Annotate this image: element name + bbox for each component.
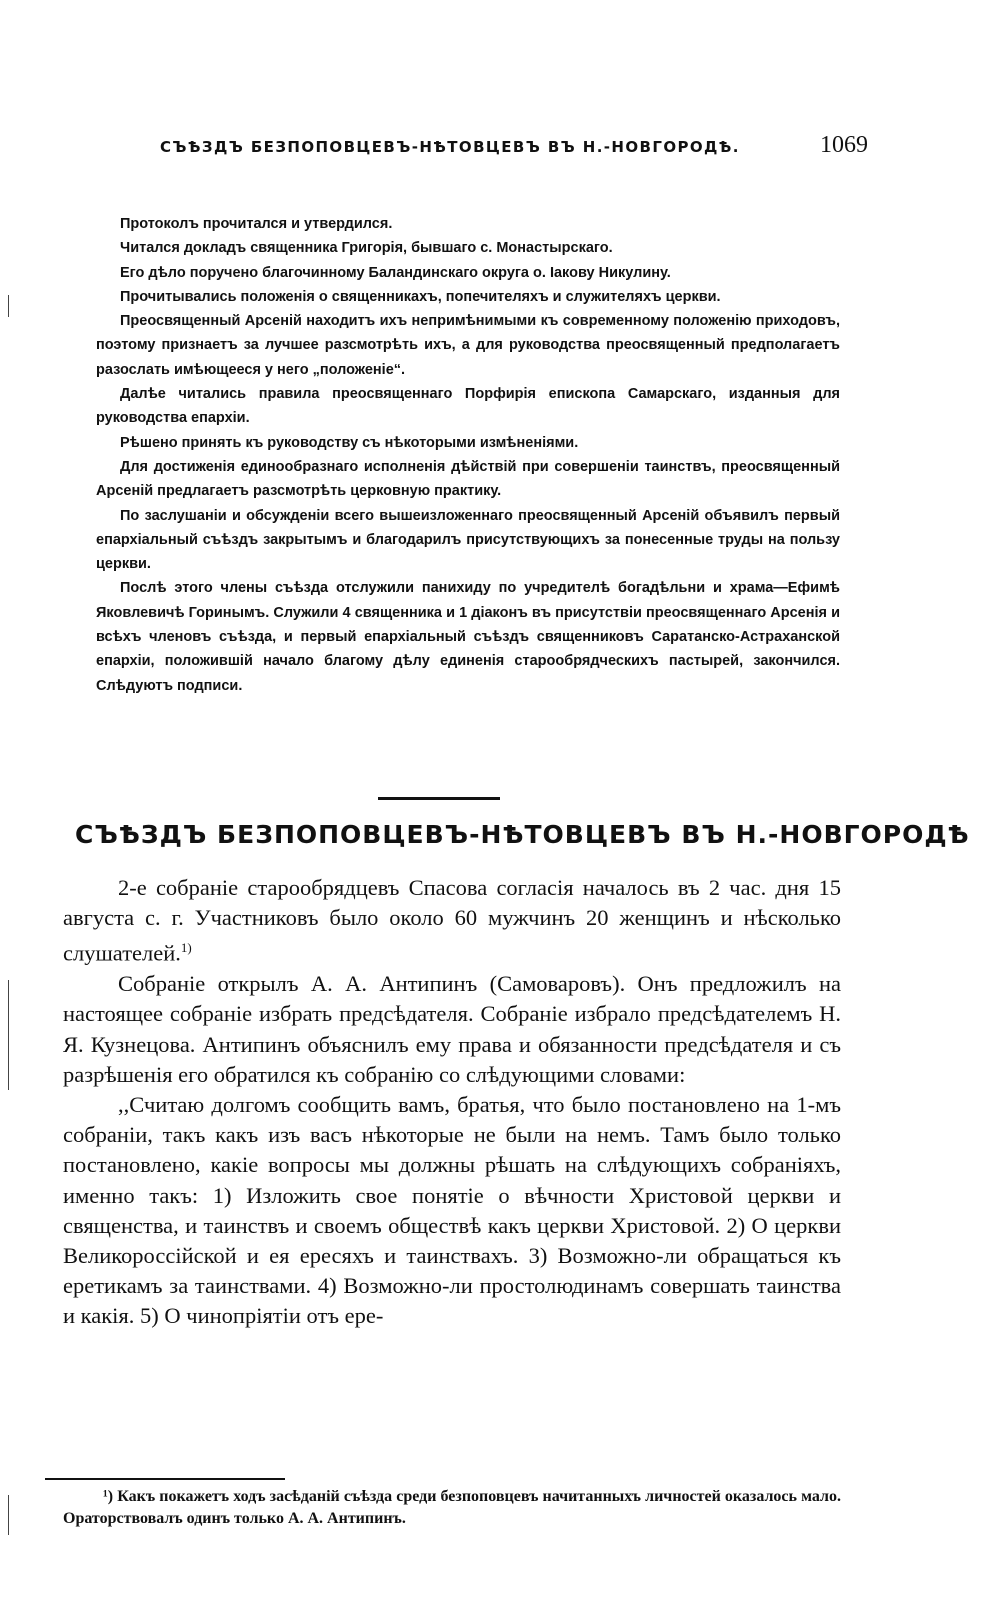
article-paragraph: Собраніе открылъ А. А. Антипинъ (Самоваровъ). Онъ предложилъ на настоящее собраніе избрать предсѣдателя. Собраніе избрало предсѣдателемъ Н. Я. Кузнецова. Антипинъ объяснилъ ему права и обязанности предсѣдателя и съ разрѣшенія его обратился къ собранію со слѣдующими словами: xyxy=(63,971,841,1087)
footnote-marker: ¹) xyxy=(103,1488,114,1505)
protocol-paragraph: Послѣ этого члены съѣзда отслужили панихиду по учредителѣ богадѣльни и храма—Ефимѣ Яковлевичѣ Горинымъ. Служили 4 священника и 1 діаконъ въ присутствіи преосвященнаго Арсенія и всѣхъ членовъ съѣзда, и первый епархіальный съѣздъ священниковъ Саратанско-Астраханской епархіи, положившій начало благому дѣлу единенія старообрядческихъ пастырей, закончился. Слѣдуютъ подписи. xyxy=(96,580,840,694)
protocol-paragraph: Для достиженія единообразнаго исполненія дѣйствій при совершеніи таинствъ, преосвященный Арсеній предлагаетъ разсмотрѣть церковную практику. xyxy=(96,458,840,500)
protocol-text-block xyxy=(96,212,840,698)
margin-mark xyxy=(8,1495,9,1535)
footnote-text: Какъ покажетъ ходъ засѣданій съѣзда среди безпоповцевъ начитанныхъ личностей оказалось мало. Ораторствовалъ одинъ только А. А. Антипинъ. xyxy=(63,1488,841,1527)
protocol-paragraph: Преосвященный Арсеній находитъ ихъ непримѣнимыми къ современному положенію приходовъ, поэтому признаетъ за лучшее разсмотрѣть ихъ, а для руководства преосвященный предполагаетъ разослать имѣющееся у него „положеніе“. xyxy=(96,313,840,378)
footnote-reference[interactable]: 1) xyxy=(180,940,192,956)
article-paragraph xyxy=(63,873,841,969)
margin-mark xyxy=(8,980,9,1090)
page-header xyxy=(160,132,868,168)
paragraph-text: 2-е собраніе старообрядцевъ Спасова согласія началось въ 2 час. дня 15 августа с. г. Участниковъ было около 60 мужчинъ 20 женщинъ и нѣсколько слушателей. xyxy=(63,875,841,966)
margin-mark xyxy=(8,295,9,317)
article-paragraph: ,,Считаю долгомъ сообщить вамъ, братья, что было постановлено на 1-мъ собраніи, такъ какъ изъ васъ нѣкоторые не были на немъ. Тамъ было только постановлено, какіе вопросы мы должны рѣшать на слѣдующихъ собраніяхъ, именно такъ: 1) Изложить свое понятіе о вѣчности Христовой церкви и священства, и таинствъ и своемъ обществѣ какъ церкви Христовой. 2) О церкви Великороссійской и ея ересяхъ и таинствахъ. 3) Возможно-ли обращаться къ еретикамъ за таинствами. 4) Возможно-ли простолюдинамъ совершать таинства и какія. 5) О чинопріятіи отъ ере- xyxy=(63,1091,841,1329)
protocol-paragraph: Далѣе читались правила преосвященнаго Порфирія епископа Самарскаго, изданныя для руководства епархіи. xyxy=(96,386,840,427)
protocol-paragraph: Рѣшено принять къ руководству съ нѣкоторыми измѣненіями. xyxy=(120,434,579,451)
protocol-paragraph: По заслушаніи и обсужденіи всего вышеизложеннаго преосвященный Арсеній объявилъ первый епархіальный съѣздъ закрытымъ и благодарилъ присутствующихъ за понесенные труды на пользу церкви. xyxy=(96,507,840,573)
footnote xyxy=(63,1486,841,1530)
article-body xyxy=(63,873,841,1332)
section-title: СЪѢЗДЪ БЕЗПОПОВЦЕВЪ-НѢТОВЦЕВЪ ВЪ Н.-НОВГОРОДѢ xyxy=(75,820,970,849)
page-number: 1069 xyxy=(820,132,868,158)
protocol-paragraph: Читался докладъ священника Григорія, бывшаго с. Монастырскаго. xyxy=(120,240,613,257)
running-title: СЪѢЗДЪ БЕЗПОПОВЦЕВЪ-НѢТОВЦЕВЪ ВЪ Н.-НОВГОРОДѢ. xyxy=(160,138,740,156)
protocol-paragraph: Его дѣло поручено благочинному Баландинскаго округа о. Іакову Никулину. xyxy=(120,264,671,281)
protocol-paragraph: Протоколъ прочитался и утвердился. xyxy=(120,216,393,232)
protocol-paragraph: Прочитывались положенія о священникахъ, попечителяхъ и служителяхъ церкви. xyxy=(120,288,721,305)
footnote-rule xyxy=(45,1478,285,1480)
section-divider xyxy=(378,797,500,800)
